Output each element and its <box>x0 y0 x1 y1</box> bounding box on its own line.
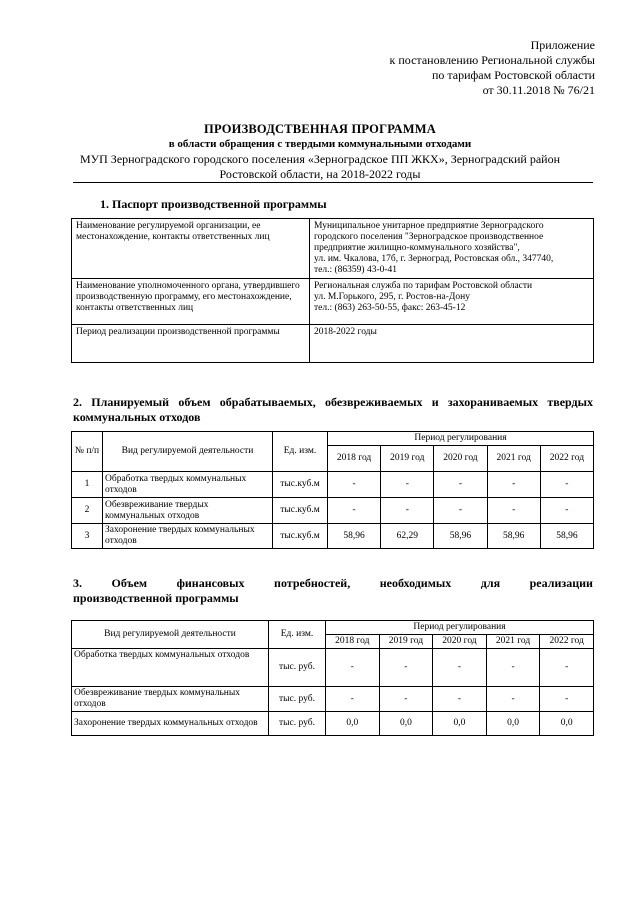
row-value: - <box>433 687 487 712</box>
year-header: 2018 год <box>326 635 380 649</box>
row-num: 2 <box>72 498 103 524</box>
value-line: тел.: (86359) 43-0-41 <box>314 265 398 275</box>
row-value: 0,0 <box>326 712 380 736</box>
section-1-heading: 1. Паспорт производственной программы <box>100 197 327 211</box>
row-value: - <box>486 687 540 712</box>
row-value: - <box>487 498 540 524</box>
row-value: - <box>328 498 381 524</box>
section-3-heading <box>73 576 593 606</box>
value-line: предприятие жилищно-коммунального хозяйства", <box>314 243 520 253</box>
row-num: 3 <box>72 524 103 549</box>
value-line: Муниципальное унитарное предприятие Зерноградского <box>314 221 544 231</box>
value-line: 2018-2022 годы <box>314 327 377 337</box>
appendix-block <box>390 38 595 98</box>
year-header: 2022 год <box>540 635 594 649</box>
table-row <box>72 279 594 325</box>
appendix-line: от 30.11.2018 № 76/21 <box>482 83 595 97</box>
row-value: - <box>381 472 434 498</box>
value-line: ул. М.Горького, 295, г. Ростов-на-Дону <box>314 292 470 302</box>
table-row <box>72 325 594 363</box>
row-value: 58,96 <box>540 524 593 549</box>
row-value: 0,0 <box>486 712 540 736</box>
section-2-heading: 2. Планируемый объем обрабатываемых, обезвреживаемых и захораниваемых твердых коммунальных отходов <box>73 395 593 424</box>
column-header-activity: Вид регулируемой деятельности <box>103 432 273 472</box>
passport-label: Наименование регулируемой организации, ее местонахождение, контакты ответственных лиц <box>72 219 310 279</box>
table-row <box>72 687 594 712</box>
heading-word: потребностей, <box>274 576 351 590</box>
table-row <box>72 524 594 549</box>
volume-table <box>71 431 594 549</box>
row-value: - <box>379 649 433 687</box>
appendix-line: Приложение <box>530 38 595 52</box>
organization-line: Ростовской области, на 2018-2022 годы <box>219 167 421 181</box>
row-unit: тыс.куб.м <box>273 498 328 524</box>
row-unit: тыс. руб. <box>269 649 326 687</box>
row-activity: Обработка твердых коммунальных отходов <box>103 472 273 498</box>
year-header: 2020 год <box>434 446 487 472</box>
heading-word: Объем <box>111 576 148 590</box>
column-header-unit: Ед. изм. <box>273 432 328 472</box>
value-line: Региональная служба по тарифам Ростовской области <box>314 281 533 291</box>
passport-label: Период реализации производственной программы <box>72 325 310 363</box>
passport-label: Наименование уполномоченного органа, утвердившего производственную программу, его местонахождение, контакты ответственных лиц <box>72 279 310 325</box>
row-value: - <box>381 498 434 524</box>
row-unit: тыс. руб. <box>269 687 326 712</box>
row-activity: Обработка твердых коммунальных отходов <box>72 649 269 687</box>
value-line: городского поселения "Зерноградское производственное <box>314 232 544 242</box>
row-value: - <box>379 687 433 712</box>
heading-word: 3. <box>73 576 82 590</box>
year-header: 2021 год <box>486 635 540 649</box>
row-value: - <box>328 472 381 498</box>
table-row <box>72 712 594 736</box>
appendix-line: к постановлению Региональной службы <box>389 53 595 67</box>
row-value: - <box>434 498 487 524</box>
organization-line: МУП Зерноградского городского поселения «Зерноградское ПП ЖКХ», Зерноградский район <box>79 152 561 166</box>
row-value: 62,29 <box>381 524 434 549</box>
value-line: тел.: (863) 263-50-55, факс: 263-45-12 <box>314 303 466 313</box>
table-header-row <box>72 432 594 446</box>
year-header: 2020 год <box>433 635 487 649</box>
row-value: - <box>540 472 593 498</box>
row-activity: Захоронение твердых коммунальных отходов <box>72 712 269 736</box>
row-value: 58,96 <box>328 524 381 549</box>
row-value: - <box>434 472 487 498</box>
column-header-period: Период регулирования <box>326 621 594 635</box>
row-value: - <box>326 649 380 687</box>
appendix-line: по тарифам Ростовской области <box>431 68 595 82</box>
heading-word: для <box>480 576 501 590</box>
table-header-row <box>72 621 594 635</box>
row-unit: тыс.куб.м <box>273 472 328 498</box>
document-subtitle: в области обращения с твердыми коммунальными отходами <box>168 138 472 150</box>
title-underline <box>73 182 593 183</box>
row-value: 0,0 <box>540 712 594 736</box>
row-value: - <box>486 649 540 687</box>
row-value: 58,96 <box>487 524 540 549</box>
row-value: - <box>433 649 487 687</box>
year-header: 2021 год <box>487 446 540 472</box>
financial-table <box>71 620 594 736</box>
year-header: 2019 год <box>379 635 433 649</box>
column-header-activity: Вид регулируемой деятельности <box>72 621 269 649</box>
organization-name <box>40 152 600 182</box>
heading-word: необходимых <box>379 576 452 590</box>
row-activity: Обезвреживание твердых коммунальных отходов <box>103 498 273 524</box>
row-value: 58,96 <box>434 524 487 549</box>
row-value: - <box>487 472 540 498</box>
year-header: 2018 год <box>328 446 381 472</box>
section-3-heading-line <box>73 576 593 591</box>
year-header: 2019 год <box>381 446 434 472</box>
table-row <box>72 498 594 524</box>
row-activity: Обезвреживание твердых коммунальных отходов <box>72 687 269 712</box>
value-line: ул. им. Чкалова, 17б, г. Зерноград, Ростовская обл., 347740, <box>314 254 554 264</box>
passport-value <box>310 325 594 363</box>
row-value: 0,0 <box>379 712 433 736</box>
document-title: ПРОИЗВОДСТВЕННАЯ ПРОГРАММА <box>204 122 436 136</box>
table-row <box>72 472 594 498</box>
section-3-heading-line: производственной программы <box>73 591 239 605</box>
row-value: - <box>540 498 593 524</box>
passport-value <box>310 219 594 279</box>
passport-value <box>310 279 594 325</box>
heading-word: финансовых <box>176 576 245 590</box>
column-header-period: Период регулирования <box>328 432 594 446</box>
row-value: - <box>540 649 594 687</box>
row-activity: Захоронение твердых коммунальных отходов <box>103 524 273 549</box>
year-header: 2022 год <box>540 446 593 472</box>
column-header-num: № п/п <box>72 432 103 472</box>
table-row <box>72 219 594 279</box>
row-value: - <box>326 687 380 712</box>
row-value: - <box>540 687 594 712</box>
column-header-unit: Ед. изм. <box>269 621 326 649</box>
row-unit: тыс. руб. <box>269 712 326 736</box>
row-unit: тыс.куб.м <box>273 524 328 549</box>
heading-word: реализации <box>529 576 593 590</box>
passport-table <box>71 218 594 363</box>
table-row <box>72 649 594 687</box>
row-value: 0,0 <box>433 712 487 736</box>
row-num: 1 <box>72 472 103 498</box>
